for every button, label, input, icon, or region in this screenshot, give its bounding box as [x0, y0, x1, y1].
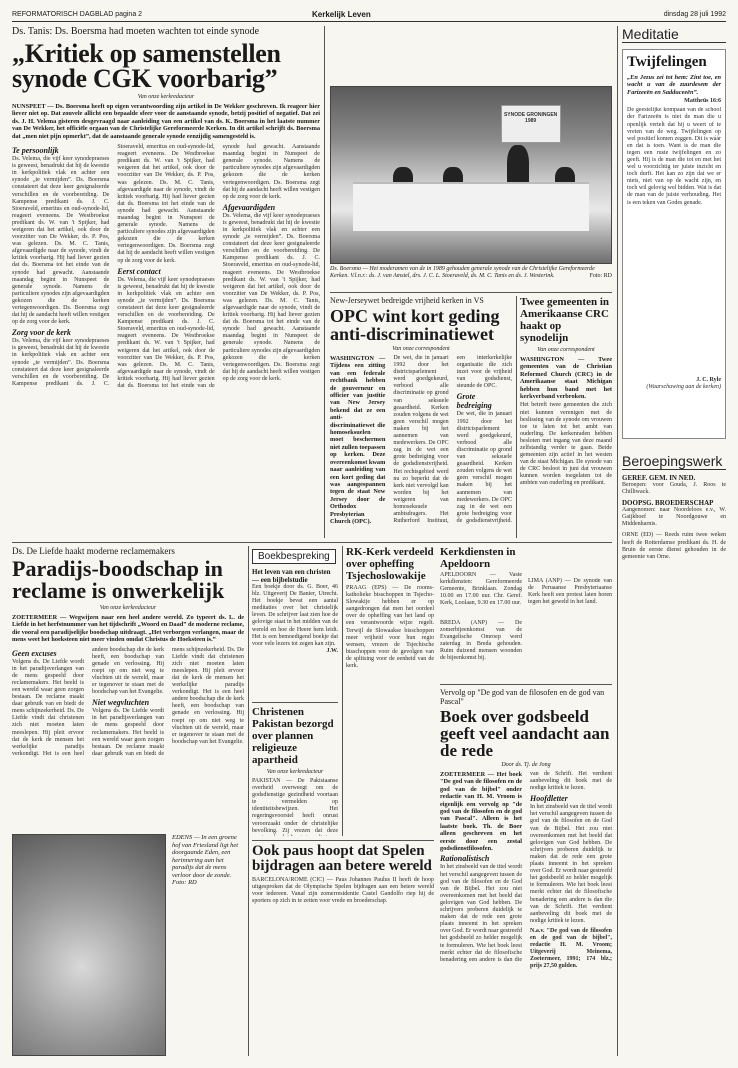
opc-byline: Van onze correspondent	[392, 346, 450, 352]
meditatie-signature: J. C. Ryle	[696, 377, 721, 384]
crc-article	[520, 296, 612, 538]
meditatie-body: De geestelijke kompaan van de school der Farizeeën is niet de man die u openlijk vertelt dat hij u weert of te vreten van de weg. Twijfelingen op wel positief komen zeggen. Dit is wáár en dat is toen. Want is de man die tegen een ruste twijfelingen en zo geeft. Hij is de man die tot en met het wel u voorzichtig ter juiste inzicht en toch durft. Het kan zo zijn dat we er niets, niet van op de wacht zijn, en toch wil gelovig wel bidden. Wat is dat de man van de juiste verhouding. Het is een teken van Godes genade.	[627, 107, 721, 206]
pakistan-body: PAKISTAN — De Pakistaanse overheid overweegt om de godsdienstige gezindheid voortaan te vermelden op identiteitsbewijzen. Het regeringsvoorstel heeft onrust veroorzaakt onder de christelijke bevolking. Zij vrezen dat deze	[252, 778, 338, 834]
main-subhead: Te persoonlijk	[12, 146, 59, 156]
paradijs-body: Volgens ds. De Liefde wordt in het paradijsverlangen van de mens gespeeld door reclamemakers. Het beeld is een wereld waar geen zorgen bestaan. De reclame maakt daar gebruik van en biedt de mens schijnzekerheid. Ds. De Liefde vindt dat christenen zich niet moeten laten meeslepen. Hij pleit ervoor dat de kerk de mensen het werkelijke paradijs verkondigt. Het is een heel andere boodschap die de kerk heeft, een boodschap van genade en verlossing. Hij roept op om niet weg te vluchten uit de wereld, maar er tegenover te staan met de boodschap van het Evangelie.	[12, 646, 164, 757]
crc-headline: Twee gemeenten in Amerikaanse CRC haakt op synodelijn	[520, 296, 609, 344]
godsbeeld-headline: Boek over godsbeeld geeft veel aandacht aan de rede	[440, 707, 610, 760]
boekbespreking-logo: Boekbespreking	[252, 549, 336, 564]
opc-body: De wet, die in januari 1992 door het districtsparlement werd goedgekeurd, verbood alle discriminatie op grond van seksuele geaardheid. Kerken zouden volgens de wet geen verschil mogen maken bij het aannemen van medewerkers. De OPC zag in de wet een grote bedreiging voor de godsdienstvrijheid. Het rechtsgebied werd nu zo beperkt dat de kerk niet vervolgd kan worden bij het weigeren van homoseksuele ambtsdragers. Het Rutherford Instituut, een interkerkelijke organisatie die zich inzet voor de vrijheid van godsdienst, steunde de OPC.	[393, 355, 512, 525]
godsbeeld-kicker: Vervolg op "De god van de filosofen en de god van Pascal"	[440, 688, 605, 706]
meditatie-ref: Mattheüs 16:6	[684, 98, 721, 105]
godsbeeld-body: In het zinsbeeld van de titel wordt het verschil aangegeven tussen de god van de filosofen en de God van de Bijbel. Het zou niet overeenkomen met het beeld dat gelovigen van God hebben. De schrijvers proberen duidelijk te maken dat de rede een grote plaats inneemt in het spreken over God. Er wordt naar gestreefd het godsbeeld zo helder mogelijk te formuleren. Wie het boek leest merkt echter dat de filosofische benadering een andere is dan die van de Schrift. Het verdient aanbeveling dit boek met de nodige kritiek te lezen.	[530, 804, 612, 924]
main-article	[12, 26, 320, 538]
beroeping-church-2: DOOPSG. BROEDERSCHAP	[622, 499, 714, 508]
section-rule	[252, 840, 434, 841]
main-body: Ds. Velema, die vijf keer synodepraeses is geweest, benadrukt dat hij de kwestie in kerkpolitiek vlak en achter een synode „te vermijden”. Ds. Boersma constateert dat deze keer gesignaleerde verschillen en de voorbereiding. De Kampense predikant ds. J. C. Stoeraveld, emeritus en oud-synode-lid, reageert eveneens. De Westbroekse predikant ds. W. van 't Spijker, had weigeren dat het artikel, ook door de voorzitter van De Wekker, ds. P. Pos, was gelezen. Ds. M. C. Tanis, afgevaardigde naar de synode, vindt de kritiek voorbarig. Hij had liever gezien dat ds. Boersma tot het einde van de synode had gewacht. Aanstaande maandag begint in Nunspeet de generale synode. Namens de particuliere synodes zijn afgevaardigden gekozen die de kerken vertegenwoordigen. Ds. Boersma zegt dat hij de aandacht heeft willen vestigen op de zorg voor de kerk.	[12, 144, 215, 387]
column-rule	[516, 296, 517, 538]
lima-text: LIMA (ANP) — De synode van de Peruaanse Presbyteriaanse Kerk heeft een protest laten horen tegen het geweld in het land.	[528, 578, 612, 606]
meditatie-source: (Waarschuwing aan de kerken)	[646, 384, 721, 391]
crc-byline: Van onze correspondent	[537, 347, 595, 353]
godsbeeld-article	[440, 688, 612, 1056]
runhead-left: REFORMATORISCH DAGBLAD pagina 2	[12, 11, 143, 18]
meditatie-section-title: Meditatie	[622, 26, 726, 43]
main-body: Ds. Velema, die vijf keer synodepraeses is geweest, benadrukt dat hij de kwestie in kerkpolitiek vlak en achter een synode „te vermijden”. Ds. Boersma constateert dat deze keer gesignaleerde verschillen en de voorbereiding. De Kampense predikant ds. J. C. Stoeraveld, emeritus en oud-synode-lid, reageert eveneens. De Westbroekse predikant ds. W. van 't Spijker, had weigeren dat het artikel, ook door de voorzitter van De Wekker, ds. P. Pos, was gelezen. Ds. M. C. Tanis, afgevaardigde naar de synode, vindt de kritiek voorbarig. Hij had liever gezien dat ds. Boersma tot het einde van de synode had gewacht. Aanstaande maandag begint in Nunspeet de generale synode. Namens de particuliere synodes zijn afgevaardigden gekozen die de kerken vertegenwoordigen. Ds. Boersma zegt dat hij de aandacht heeft willen vestigen op de zorg voor de kerk.	[222, 212, 320, 382]
opc-body: De wet, die in januari 1992 door het districtsparlement werd goedgekeurd, verbood alle discriminatie op grond van seksuele geaardheid. Kerken zouden volgens de wet geen verschil mogen maken bij het aannemen van medewerkers. De OPC zag in de wet een grote bedreiging voor de godsdienstvrijheid.	[456, 411, 512, 524]
opc-article	[330, 296, 512, 538]
godsbeeld-byline: Door ds. Tj. de Jong	[501, 762, 551, 768]
newspaper-page	[12, 8, 726, 1060]
main-subhead: Afgevaardigden	[222, 202, 276, 212]
paradijs-subhead: Geen excuses	[12, 648, 57, 658]
paradijs-byline: Van onze kerkredacteur	[99, 605, 157, 611]
meditatie-title: Twijfelingen	[627, 54, 707, 70]
opc-kicker: New-Jerseywet bedreigde vrijheid kerken in VS	[330, 296, 484, 305]
synod-photo-caption	[330, 266, 612, 280]
section-rule	[440, 684, 612, 685]
beroeping-item: Aangenomen: naar Noordeloos e.v., W. Gaijkboef te Noordgouwe en Middenharnis.	[622, 507, 726, 528]
meditatie-quote: „En Jezus zei tot hem: Zint toe, en wacht u van de zuurdesem der Farizeeën en Sadduceeën”.	[627, 74, 721, 96]
pakistan-byline: Van onze kerkredacteur	[266, 769, 324, 775]
main-headline: „Kritiek op samenstellen synode CGK voorbarig”	[12, 39, 281, 93]
spelen-headline: Ook paus hoopt dat Spelen bijdragen aan betere wereld	[252, 844, 432, 874]
meditatie-box	[622, 49, 726, 439]
beroeping-item: Beroepen: voor Gouda, J. Roos te Chilliwack.	[622, 482, 726, 496]
kerkdiensten-headline: Kerkdiensten in Apeldoorn	[440, 546, 516, 570]
runhead-section: Kerkelijk Leven	[312, 10, 371, 19]
rk-headline: RK-Kerk verdeeld over opheffing Tsjechoslowakije	[346, 546, 434, 582]
column-rule	[324, 26, 325, 538]
main-body: Ds. Velema, die vijf keer synodepraeses is geweest, benadrukt dat hij de kwestie in kerkpolitiek vlak en achter een synode „te vermijden”. Ds. Boersma constateert dat deze keer gesignaleerde verschillen en de voorbereiding. De Kampense predikant ds. J. C. Stoeraveld, emeritus en oud-synode-lid, reageert eveneens. De Westbroekse predikant ds. W. van 't Spijker, had weigeren dat het artikel, ook door de voorzitter van De Wekker, ds. P. Pos, was gelezen. Ds. M. C. Tanis, afgevaardigde naar de synode, vindt de kritiek voorbarig. Hij had liever gezien dat ds. Boersma tot het einde van de synode had gewacht. Aanstaande maandag begint in Nunspeet de generale synode. Namens de particuliere synodes zijn afgevaardigden gekozen die de kerken vertegenwoordigen. Ds. Boersma zegt dat hij de aandacht heeft willen vestigen op de zorg voor de kerk.	[12, 156, 110, 326]
spelen-body: BARCELONA/ROME (CIC) — Paus Johannes Paulus II heeft de hoop uitgesproken dat de Olympische Spelen bijdragen aan een betere wereld voor iedereen. Vanaf zijn zomerresidentie Castel Gandolfo riep hij de sporters op zich in te zetten voor vrede en broederschap.	[252, 877, 434, 905]
opc-subhead: Grote bedreiging	[456, 392, 492, 411]
godsbeeld-body: In het zinsbeeld van de titel wordt het verschil aangegeven tussen de god van de filosofen en de God van de Bijbel. Het zou niet overeenkomen met het beeld dat gelovigen van God hebben. De schrijvers proberen duidelijk te maken dat de rede een grote plaats inneemt in het spreken over God. Er wordt naar gestreefd het godsbeeld zo helder mogelijk te formuleren. Wie het boek leest merkt echter dat de filosofische benadering een andere is dan die van de Schrift. Het verdient aanbeveling dit boek met de nodige kritiek te lezen.	[440, 771, 612, 963]
photo-credit: Foto: RD	[589, 273, 612, 279]
godsbeeld-lead: ZOETERMEER — Het boek "De god van de filosofen en de god van de bijbel" onder redactie van H. M. Vroom is eigenlijk een vervolg op "de god van de filosofen en de god van Pascal". Alleen is het laatste boek. Th. de Boer alleen geschreven en het eerste door een zestal godsdienstfilosofen.	[440, 771, 522, 853]
godsbeeld-subhead: Rationalistisch	[440, 854, 490, 864]
paradijs-lead: ZOETERMEER — Wegwijzen naar een heel andere wereld. Zo typeert ds. L. de Liefde in het herfstnummer van het tijdschrift „Woord en Daad” de moderne reclame, die vooral een paradijselijke boodschap uitdraagt. „Het verborgen verlangen, maar de mens weet het hoeksteen niet meer vinden omdat Christus de Hoeksteen is.”	[12, 614, 244, 644]
main-kicker: Ds. Tanis: Ds. Boersma had moeten wachten tot einde synode	[12, 26, 260, 37]
main-subhead: Eerst contact	[117, 266, 161, 276]
spelen-article	[252, 844, 434, 1056]
synod-banner: SYNODE GRONINGEN 1989	[501, 105, 561, 143]
opc-lead: WASHINGTON — Tijdens een zitting van een federale rechtbank hebben de gouverneur en officier van justitie van New Jersey bekend dat ze een anti-discriminatiewet die homoseksuelen moet beschermen niet zullen toepassen op kerken. Deze overeenkomst kwam naar aanleiding van een kort geding dat was aangespannen tegen de staat New Jersey door de Orthodox Presbyterian Church (OPC).	[330, 355, 386, 525]
section-rule	[12, 542, 612, 543]
column-rule	[342, 546, 343, 836]
paradijs-kicker: Ds. De Liefde haakt moderne reclamemakers	[12, 546, 175, 556]
rk-body: PRAAG (EPS) — De rooms-katholieke bisschoppen in Tsjecho-Slowakije hebben er op aangedrongen dat men het oordeel over de opheffing van het land op een verantwoorde wijze regelt. Terwijl de Slowaakse bisschoppen meer vrijheid voor hun regio wensen, vrezen de Tsjechische bisschoppen voor de gevolgen van de splitsing voor de eenheid van de kerk.	[346, 585, 434, 670]
godsbeeld-book-info: N.a.v. "De god van de filosofen en de god van de bijbel", redactie H. M. Vroom; Uitgeverij Meinema, Zoetermeer, 1991; 174 blz.; prijs 27,50 gulden.	[530, 927, 612, 970]
edens-photo	[12, 834, 166, 1056]
main-body: Ds. Velema, die vijf keer synodepraeses is geweest, benadrukt dat hij de kwestie in kerkpolitiek vlak en achter een synode „te vermijden”. Ds. Boersma constateert dat deze keer gesignaleerde verschillen en de voorbereiding. De Kampense predikant ds. J. C. Stoeraveld, emeritus en oud-synode-lid, reageert eveneens. De Westbroekse predikant ds. W. van 't Spijker, had weigeren dat het artikel, ook door de voorzitter van De Wekker, ds. P. Pos, was gelezen. Ds. M. C. Tanis, afgevaardigde naar de synode, vindt de kritiek voorbarig. Hij had liever gezien dat ds. Boersma tot het einde van de synode had gewacht. Aanstaande maandag begint in Nunspeet de generale synode. Namens de particuliere synodes zijn afgevaardigden gekozen die de kerken vertegenwoordigen. Ds. Boersma zegt dat hij de aandacht heeft willen vestigen op de zorg voor de kerk.	[117, 144, 320, 390]
caption-text: Ds. Boersma — Het moderamen van de in 1989 gehouden generale synode van de Christelijke Gereformeerde Kerken. V.l.n.r.: ds. J. van Amstel, drs. J. C. L. Stoeraveld, ds. M. C. Tanis en ds. J. Westerink.	[330, 266, 595, 279]
beroeping-church-1: GEREF. GEM. IN NED.	[622, 474, 696, 482]
kerkdiensten-box	[440, 546, 522, 616]
section-rule	[252, 702, 338, 703]
godsbeeld-subhead: Hoofdletter	[530, 794, 568, 804]
pakistan-article	[252, 706, 338, 836]
opc-columns	[330, 355, 512, 530]
rk-article	[346, 546, 434, 736]
paradijs-headline: Paradijs-boodschap in reclame is onwerkelijk	[12, 556, 225, 603]
crc-body: Het betreft twee gemeenten die zich niet kunnen verenigen met de beslissing van de synode om vrouwen toe te laten tot het ambt van ouderling. De kerkenraden hebben besloten met ingang van deze maand zelfstandig verder te gaan. Beide gemeenten zijn actief in het westen van de staat Michigan. De synode van de CRC besloot in juni dat vrouwen kunnen worden toegelaten tot de ambten van ouderling en predikant.	[520, 402, 612, 487]
beroeping-section-title: Beroepingswerk	[622, 453, 726, 470]
boek-item-body: Een boekje door ds. G. Boer, 46 blz. Uitgeverij De Banier, Utrecht. Het boekje bevat een aantal meditaties over het christelijk leven. De schrijver laat zien hoe de gelovige staat in het midden van de wereld en hoe de Heere hem leidt. Het is een bemoedigend boekje dat voor vele lezers tot zegen kan zijn.	[252, 584, 338, 647]
boek-item-sign: J.W.	[326, 647, 338, 654]
opc-headline: OPC wint kort geding anti-discriminatiewet	[330, 306, 500, 344]
column-rule	[248, 546, 249, 1056]
running-header	[12, 8, 726, 22]
main-byline: Van onze kerkredacteur	[137, 94, 195, 100]
breda-snippet	[440, 620, 522, 680]
synod-photo	[330, 86, 612, 264]
godsbeeld-columns	[440, 771, 612, 1051]
breda-text: BREDA (ANP) — De zomerbijeenkomst van de Evangelische Omroep werd zaterdag in Breda gehouden. Ruim duizend mensen woonden de bijeenkomst bij.	[440, 620, 522, 662]
beroeping-list	[622, 474, 726, 561]
runhead-date: dinsdag 28 juli 1992	[663, 11, 726, 18]
paradijs-subhead: Niet wegvluchten	[92, 698, 150, 708]
beroeping-item: ORNE (ED) — Reeds ruim twee weken heeft de Rotterdamse predikant ds. H. de Bruin de eerste dienst gehouden in de gemeente van Orne.	[622, 532, 726, 560]
sidebar	[622, 26, 726, 1056]
photo-table	[353, 182, 588, 231]
pakistan-headline: Christenen Pakistan bezorgd over plannen religieuze apartheid	[252, 706, 334, 766]
lima-snippet	[528, 578, 612, 680]
edens-caption: EDENS — In een groene hof van Friesland ligt het doorgaande Eden, een herinnering aan het paradijs dat de mens verloor door de zonde. Foto: RD	[172, 834, 239, 886]
main-lead: NUNSPEET — Ds. Boersma heeft op eigen verantwoording zijn artikel in De Wekker geschreven. Ik reageer hier liever niet op. Dat zouvele allicht een bepaalde sfeer voor de aanstaande synode, betzij positief of negatief. Dat zei ds. J. H. Velema gisteren desgevraagd naar aanleiding van een artikel van ds. K. Boersma in het laatste nummer van De Wekker, het officiële orgaan van de Christelijke Gereformeerde Kerken. In dit artikel schrijft ds. Boersma dat „men niet pijn opmerkt”, dat de aanstaande generale synode eenzijdig samengesteld is.	[12, 103, 320, 140]
main-body-columns	[12, 144, 320, 484]
main-subhead: Zorg voor de kerk	[12, 328, 71, 338]
column-rule	[617, 26, 618, 1056]
paradijs-body: Volgens ds. De Liefde wordt in het paradijsverlangen van de mens gespeeld door reclamemakers. Het beeld is een wereld waar geen zorgen bestaan. De reclame maakt daar gebruik van en biedt de mens schijnzekerheid. Ds. De Liefde vindt dat christenen zich niet moeten laten meeslepen. Hij pleit ervoor dat de kerk de mensen het werkelijke paradijs verkondigt. Het is een heel andere boodschap die de kerk heeft, een boodschap van genade en verlossing. Hij roept op om niet weg te vluchten uit de wereld, maar er tegenover te staan met de boodschap van het Evangelie.	[92, 646, 244, 757]
boekbespreking	[252, 546, 338, 696]
section-rule	[330, 292, 612, 293]
kerkdiensten-body: APELDOORN — Vaste kerkdiensten: Gereformeerde Gemeente, Brinklaan. Zondag 10.00 en 17.00 uur. Chr. Geref. Kerk, Loolaan, 9.30 en 17.00 uur.	[440, 572, 522, 607]
crc-lead: WASHINGTON — Twee gemeenten van de Christian Reformed Church (CRC) in de Amerikaanse staat Michigan hebben hun band met het kerkverband verbroken.	[520, 356, 612, 401]
boek-item-title: Het leven van een christen — een bijbelstudie	[252, 568, 331, 584]
